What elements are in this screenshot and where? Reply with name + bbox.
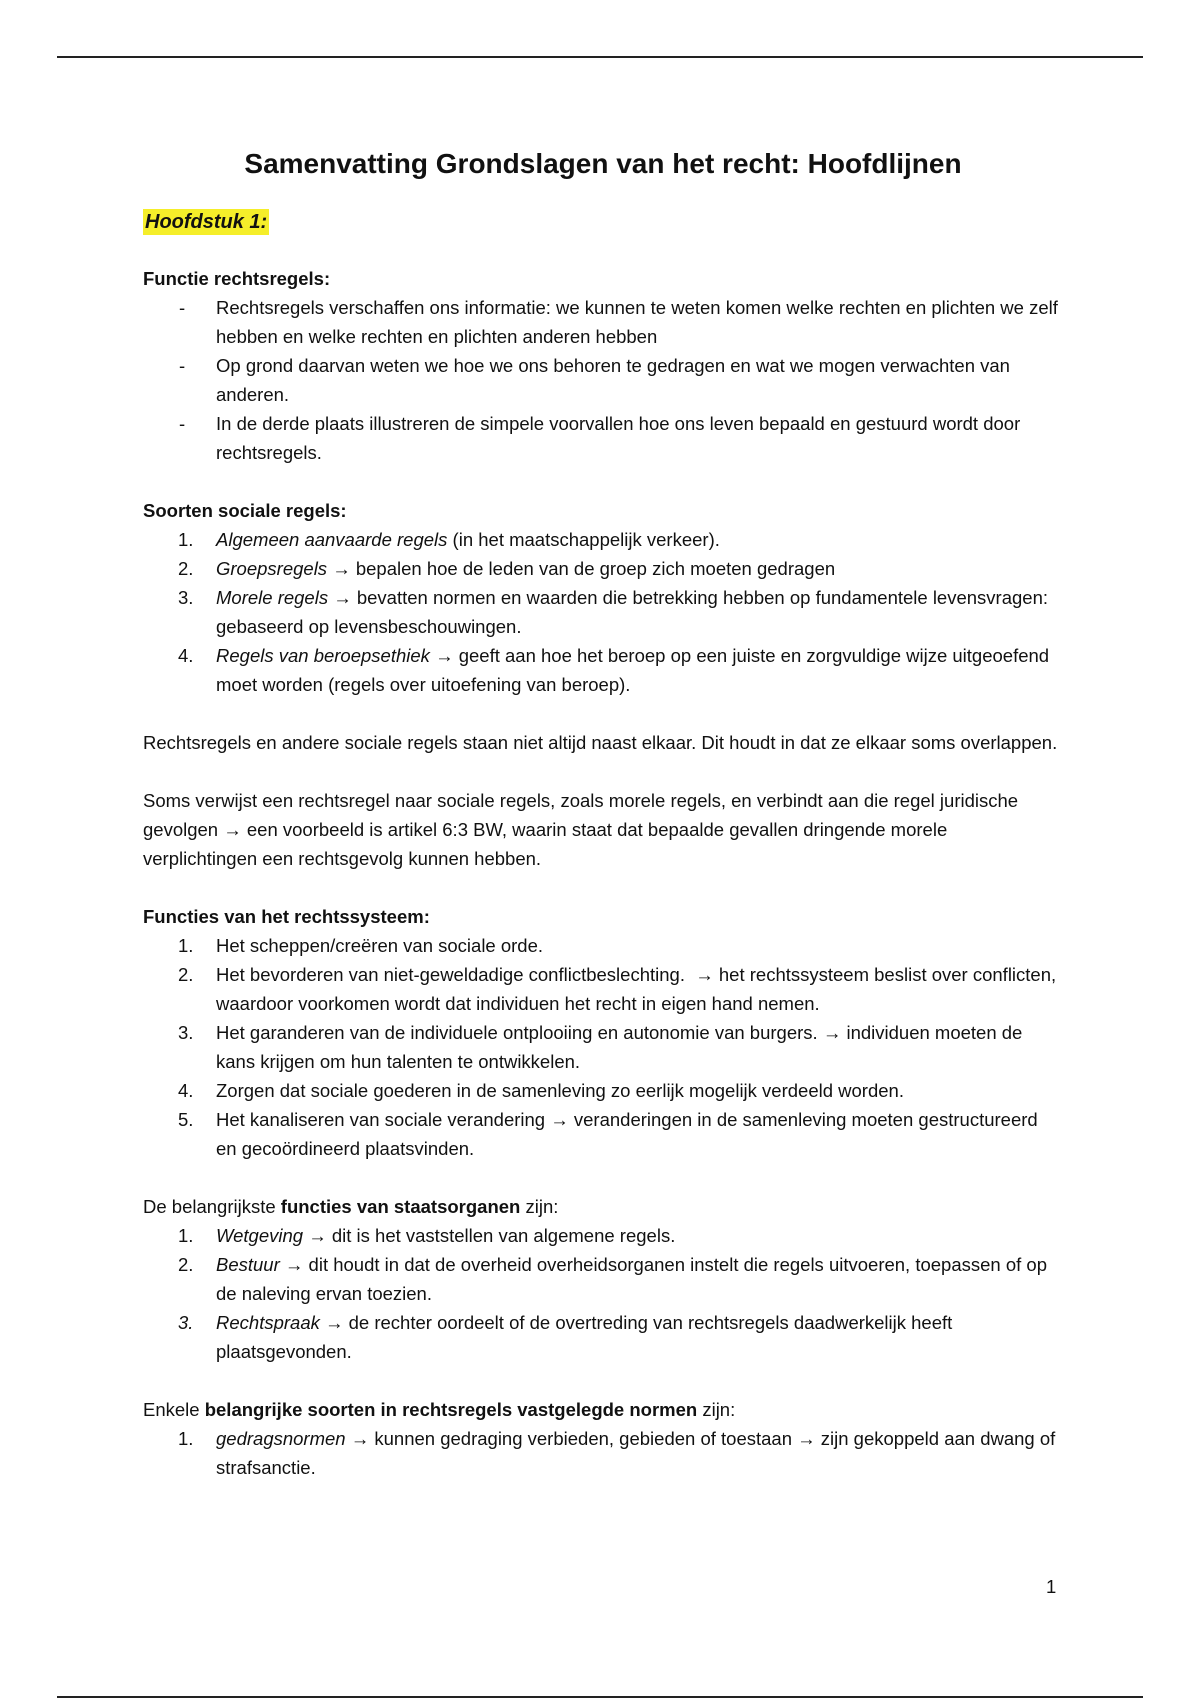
arrow-icon: → bbox=[223, 819, 242, 840]
list-item: - In de derde plaats illustreren de simpele voorvallen hoe ons leven bepaald en gestuurd wordt door rechtsregels. bbox=[143, 409, 1063, 467]
arrow-icon: → bbox=[333, 587, 352, 608]
section-heading: Functie rechtsregels: bbox=[143, 268, 331, 289]
numbered-list bbox=[143, 1221, 1063, 1366]
list-item: 3. Morele regels → bevatten normen en waarden die betrekking hebben op fundamentele levensvragen: gebaseerd op levensbeschouwingen. bbox=[178, 587, 1049, 637]
list-item: 3. Rechtspraak → de rechter oordeelt of de overtreding van rechtsregels daadwerkelijk heeft plaatsgevonden. bbox=[178, 1312, 953, 1362]
paragraph-verwijzing: Soms verwijst een rechtsregel naar sociale regels, zoals morele regels, en verbindt aan die regel juridische gevolgen → een voorbeeld is artikel 6:3 BW, waarin staat dat bepaalde gevallen dringende morele verplichtingen een rechtsgevolg kunnen hebben. bbox=[143, 790, 1019, 869]
page-body bbox=[143, 140, 1063, 1482]
section-heading: Soorten sociale regels: bbox=[143, 500, 347, 521]
arrow-icon: → bbox=[822, 1022, 842, 1043]
arrow-icon: → bbox=[325, 1312, 344, 1333]
list-item: - Rechtsregels verschaffen ons informatie: we kunnen te weten komen welke rechten en plichten we zelf hebben en welke rechten en plichten anderen hebben bbox=[143, 293, 1063, 351]
arrow-icon: → bbox=[350, 1428, 370, 1449]
term: Bestuur bbox=[216, 1254, 280, 1275]
list-item: 5. Het kanaliseren van sociale verandering → veranderingen in de samenleving moeten gestructureerd en gecoördineerd plaatsvinden. bbox=[178, 1109, 1038, 1159]
list-item: 4. Regels van beroepsethiek → geeft aan hoe het beroep op een juiste en zorgvuldige wijze uitgeoefend moet worden (regels over uitoefening van beroep). bbox=[178, 645, 1050, 695]
bullet-marker: - bbox=[179, 355, 186, 376]
list-item: 1. Wetgeving → dit is het vaststellen van algemene regels. bbox=[178, 1225, 676, 1246]
arrow-icon: → bbox=[550, 1109, 569, 1130]
term: Rechtspraak bbox=[216, 1312, 320, 1333]
list-item: 2. Het bevorderen van niet-geweldadige conflictbeslechting. → het rechtssysteem beslist over conflicten, waardoor voorkomen wordt dat individuen het recht in eigen hand nemen. bbox=[178, 964, 1057, 1014]
list-item: 1. gedragsnormen → kunnen gedraging verbieden, gebieden of toestaan → zijn gekoppeld aan dwang of strafsanctie. bbox=[178, 1428, 1056, 1478]
bottom-rule bbox=[57, 1696, 1143, 1698]
arrow-icon: → bbox=[332, 558, 351, 579]
term: Algemeen aanvaarde regels bbox=[216, 529, 448, 550]
page-number: 1 bbox=[1046, 1576, 1057, 1597]
section-heading: Functies van het rechtssysteem: bbox=[143, 906, 430, 927]
section-soorten-sociale-regels bbox=[143, 496, 1063, 699]
list-item: 1. Algemeen aanvaarde regels (in het maatschappelijk verkeer). bbox=[178, 529, 720, 550]
numbered-list bbox=[143, 1424, 1063, 1482]
list-item: 1. Het scheppen/creëren van sociale orde. bbox=[178, 935, 544, 956]
section-intro: Enkele belangrijke soorten in rechtsregels vastgelegde normen zijn: bbox=[143, 1399, 736, 1420]
chapter-heading: Hoofdstuk 1: bbox=[145, 211, 268, 233]
term: Wetgeving bbox=[216, 1225, 304, 1246]
bullet-marker: - bbox=[179, 297, 186, 318]
list-item: 2. Groepsregels → bepalen hoe de leden van de groep zich moeten gedragen bbox=[178, 558, 836, 579]
numbered-list bbox=[143, 525, 1063, 699]
list-item: 4. Zorgen dat sociale goederen in de samenleving zo eerlijk mogelijk verdeeld worden. bbox=[178, 1080, 904, 1101]
term: gedragsnormen bbox=[216, 1428, 346, 1449]
section-functies-staatsorganen bbox=[143, 1192, 1063, 1366]
top-rule bbox=[57, 56, 1143, 58]
page-title: Samenvatting Grondslagen van het recht: Hoofdlijnen bbox=[244, 148, 962, 179]
arrow-icon: → bbox=[797, 1428, 816, 1449]
list-item: 2. Bestuur → dit houdt in dat de overheid overheidsorganen instelt die regels uitvoeren, toepassen of op de naleving ervan toezien. bbox=[178, 1254, 1047, 1304]
section-functie-rechtsregels bbox=[143, 264, 1063, 467]
arrow-icon: → bbox=[308, 1225, 327, 1246]
list-item: - Op grond daarvan weten we hoe we ons behoren te gedragen en wat we mogen verwachten van anderen. bbox=[143, 351, 1063, 409]
section-intro: De belangrijkste functies van staatsorganen zijn: bbox=[143, 1196, 559, 1217]
arrow-icon: → bbox=[695, 964, 714, 985]
arrow-icon: → bbox=[284, 1254, 304, 1275]
term: Morele regels bbox=[216, 587, 329, 608]
term: Groepsregels bbox=[216, 558, 328, 579]
section-normen bbox=[143, 1395, 1063, 1482]
list-item: 3. Het garanderen van de individuele ontplooiing en autonomie van burgers. → individuen moeten de kans krijgen om hun talenten te ontwikkelen. bbox=[178, 1022, 1023, 1072]
numbered-list bbox=[143, 931, 1063, 1163]
bullet-list bbox=[143, 293, 1063, 467]
section-functies-rechtssysteem bbox=[143, 902, 1063, 1163]
bullet-marker: - bbox=[179, 413, 186, 434]
paragraph-overlap: Rechtsregels en andere sociale regels staan niet altijd naast elkaar. Dit houdt in dat ze elkaar soms overlappen. bbox=[143, 732, 1058, 753]
arrow-icon: → bbox=[435, 645, 454, 666]
term: Regels van beroepsethiek bbox=[216, 645, 430, 666]
